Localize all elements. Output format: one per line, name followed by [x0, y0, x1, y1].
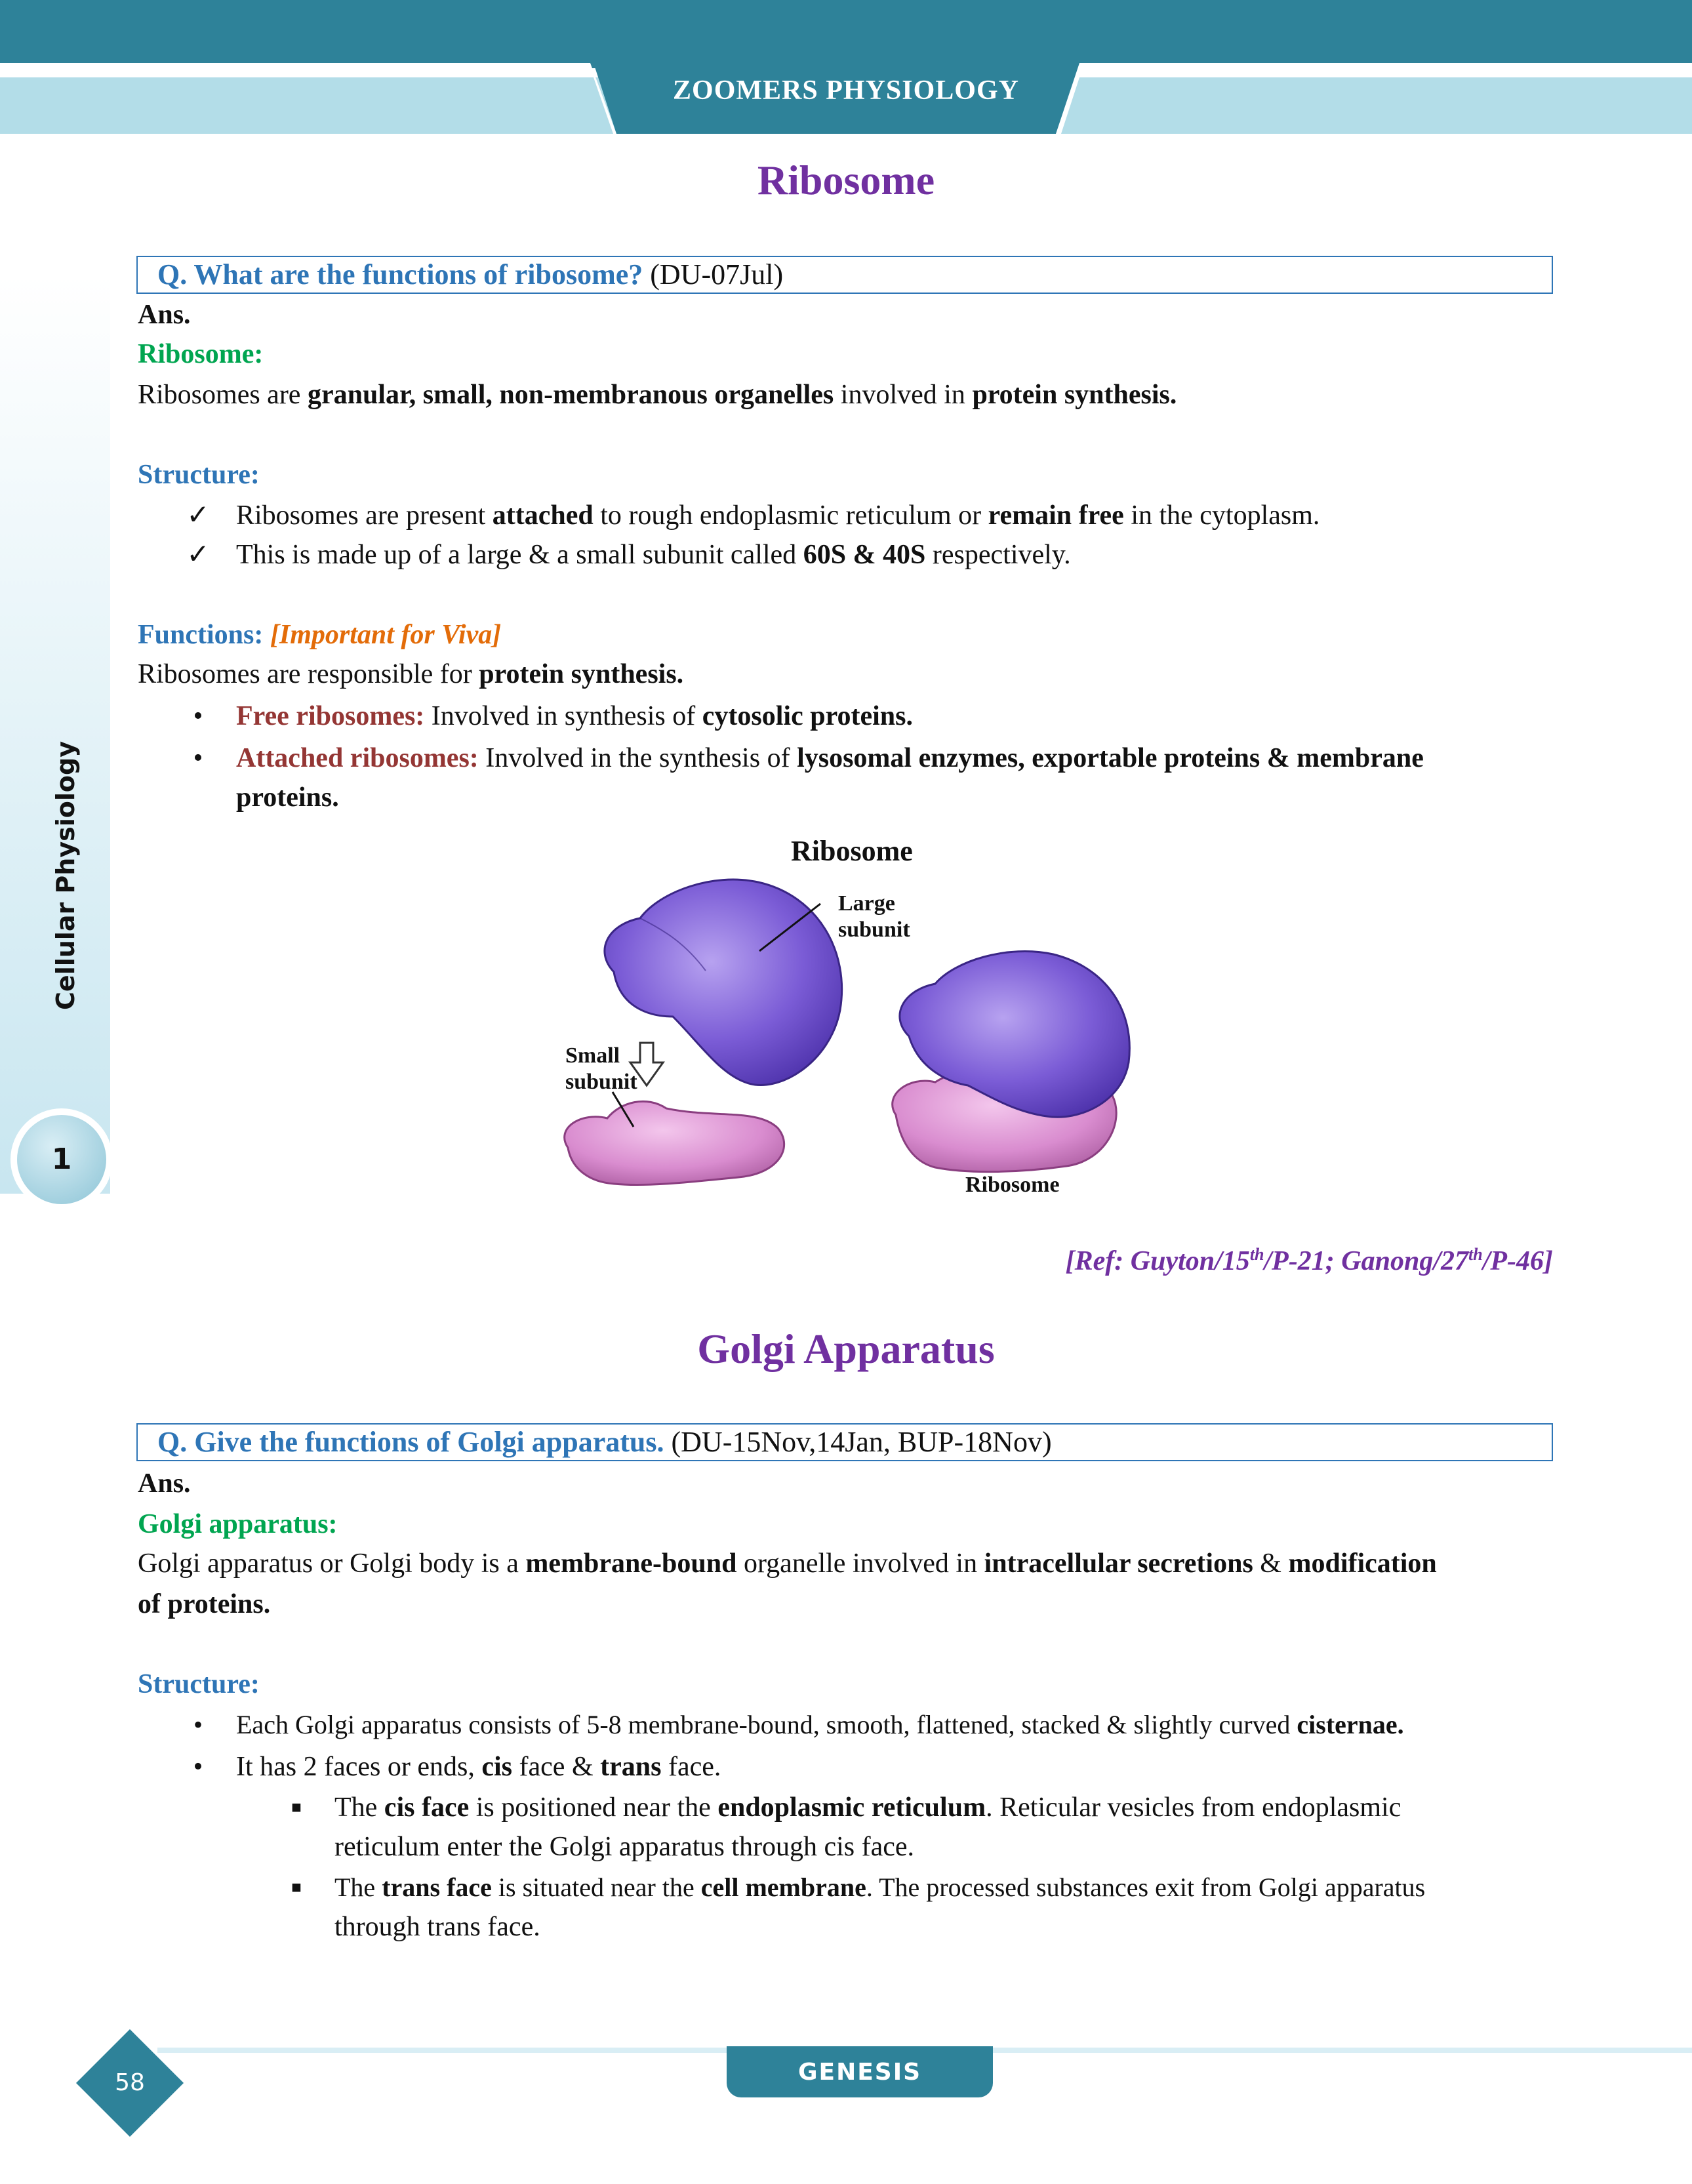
text: The: [334, 1872, 382, 1902]
assembled-ribosome-label: Ribosome: [965, 1173, 1060, 1197]
text-bold: protein synthesis.: [479, 659, 684, 689]
text-bold: protein synthesis.: [972, 380, 1177, 410]
text: respectively.: [925, 540, 1071, 570]
square-bullet-icon: ■: [291, 1798, 302, 1817]
footer-brand: GENESIS: [727, 2046, 993, 2097]
golgi-definition: [138, 1544, 1437, 1583]
text: th: [1249, 1245, 1264, 1264]
text: Involved in the synthesis of: [478, 743, 797, 773]
text: Ribosomes are: [138, 380, 308, 410]
chapter-number: 1: [17, 1115, 106, 1204]
golgi-face-item-continued: through trans face.: [334, 1912, 540, 1942]
text: in the cytoplasm.: [1123, 500, 1320, 531]
golgi-question: Q. Give the functions of Golgi apparatus.: [157, 1426, 664, 1458]
text: /P-46]: [1482, 1246, 1553, 1276]
text-bold: 60S & 40S: [803, 540, 926, 570]
text: This is made up of a large & a small subunit called: [236, 540, 803, 570]
book-title: ZOOMERS PHYSIOLOGY: [673, 75, 1019, 106]
ribosome-structure-item: [185, 535, 1071, 575]
text: &: [1253, 1548, 1289, 1579]
golgi-face-item: [283, 1788, 1401, 1827]
golgi-structure-item: [185, 1747, 721, 1787]
text: face.: [661, 1752, 721, 1782]
golgi-question-box: [136, 1423, 1553, 1461]
golgi-def-heading: Golgi apparatus:: [138, 1509, 338, 1539]
ribosome-function-item: [185, 738, 1424, 778]
text: Ribosomes are present: [236, 500, 493, 531]
bullet-icon: •: [193, 1752, 203, 1782]
text-bold: attached: [492, 500, 594, 531]
check-mark-icon: ✓: [186, 500, 210, 531]
small-subunit-label: [565, 1043, 637, 1095]
ribosome-question-box: [136, 256, 1553, 294]
functions-heading: Functions:: [138, 620, 264, 650]
text-bold: trans: [600, 1752, 662, 1782]
text-bold: cisternae.: [1297, 1710, 1404, 1739]
ribosome-question: Q. What are the functions of ribosome?: [157, 258, 643, 291]
text-bold: membrane-bound: [525, 1548, 737, 1579]
square-bullet-icon: ■: [291, 1878, 302, 1897]
golgi-definition-continued: of proteins.: [138, 1589, 271, 1619]
text-bold: endoplasmic reticulum: [717, 1792, 986, 1823]
text: [Ref: Guyton/15: [1065, 1246, 1250, 1276]
text-bold: cis: [481, 1752, 513, 1782]
text: Golgi apparatus or Golgi body is a: [138, 1548, 526, 1579]
text: The: [334, 1792, 384, 1823]
ribosome-structure-item: [185, 496, 1319, 535]
text-bold: intracellular secretions: [984, 1548, 1253, 1579]
text: to rough endoplasmic reticulum or: [593, 500, 988, 531]
ribosome-def-heading: Ribosome:: [138, 339, 264, 369]
ribosome-title: Ribosome: [757, 157, 935, 203]
text: /P-21; Ganong/27: [1264, 1246, 1469, 1276]
ribosome-ans-label: Ans.: [138, 300, 191, 330]
golgi-question-ref: (DU-15Nov,14Jan, BUP-18Nov): [664, 1426, 1052, 1458]
large-subunit-label: [838, 891, 910, 943]
ribosome-definition: [138, 375, 1177, 415]
text: is positioned near the: [469, 1792, 718, 1823]
header-banner: [0, 0, 1692, 134]
text-bold: cis face: [384, 1792, 470, 1823]
text-bold: cytosolic proteins.: [702, 701, 913, 731]
figure-title: Ribosome: [791, 835, 913, 867]
text: . The processed substances exit from Golgi apparatus: [866, 1872, 1426, 1902]
text: Involved in synthesis of: [424, 701, 702, 731]
text: involved in: [834, 380, 973, 410]
bullet-icon: •: [193, 701, 203, 731]
text-bold: cell membrane: [700, 1872, 866, 1902]
ribosome-function-item: [185, 697, 913, 736]
text: th: [1468, 1245, 1483, 1264]
page-number: 58: [115, 2069, 145, 2096]
text: Each Golgi apparatus consists of 5-8 membrane-bound, smooth, flattened, stacked & slightly curved: [236, 1710, 1297, 1739]
text-bold: lysosomal enzymes, exportable proteins & membrane: [797, 743, 1424, 773]
text: subunit: [838, 918, 910, 942]
check-mark-icon: ✓: [186, 540, 210, 570]
text-bold: modification: [1288, 1548, 1437, 1579]
ribosome-question-ref: (DU-07Jul): [643, 258, 784, 291]
text: is situated near the: [491, 1872, 701, 1902]
ribosome-reference: [1066, 1245, 1553, 1277]
function-label: Attached ribosomes:: [236, 743, 479, 773]
function-label: Free ribosomes:: [236, 701, 425, 731]
ribosome-structure-heading: Structure:: [138, 460, 260, 490]
bullet-icon: •: [193, 743, 203, 773]
text: Large: [838, 891, 895, 916]
text-bold: granular, small, non-membranous organelles: [307, 380, 834, 410]
golgi-ans-label: Ans.: [138, 1468, 191, 1499]
text: It has 2 faces or ends,: [236, 1752, 482, 1782]
ribosome-function-item-continued: proteins.: [236, 782, 339, 813]
ribosome-functions-heading-line: [138, 615, 501, 655]
viva-note: [Important for Viva]: [270, 620, 502, 650]
ribosome-illustration: [542, 820, 1175, 1233]
chapter-name: Cellular Physiology: [51, 741, 80, 1010]
ribosome-functions-intro: [138, 655, 683, 694]
golgi-title: Golgi Apparatus: [697, 1325, 995, 1372]
text: organelle involved in: [736, 1548, 984, 1579]
text: . Reticular vesicles from endoplasmic: [986, 1792, 1401, 1823]
bullet-icon: •: [193, 1710, 203, 1739]
text-bold: remain free: [988, 500, 1124, 531]
golgi-face-item-continued: reticulum enter the Golgi apparatus through cis face.: [334, 1832, 915, 1862]
golgi-structure-heading: Structure:: [138, 1669, 260, 1699]
text: face &: [512, 1752, 601, 1782]
golgi-face-item: [283, 1868, 1425, 1907]
ribosome-figure: [542, 820, 1175, 1233]
text-bold: trans face: [382, 1872, 492, 1902]
text: Ribosomes are responsible for: [138, 659, 479, 689]
small-subunit-shape: [565, 1101, 784, 1184]
text: subunit: [565, 1070, 637, 1094]
text: Small: [565, 1043, 620, 1068]
golgi-structure-item: [185, 1705, 1404, 1745]
